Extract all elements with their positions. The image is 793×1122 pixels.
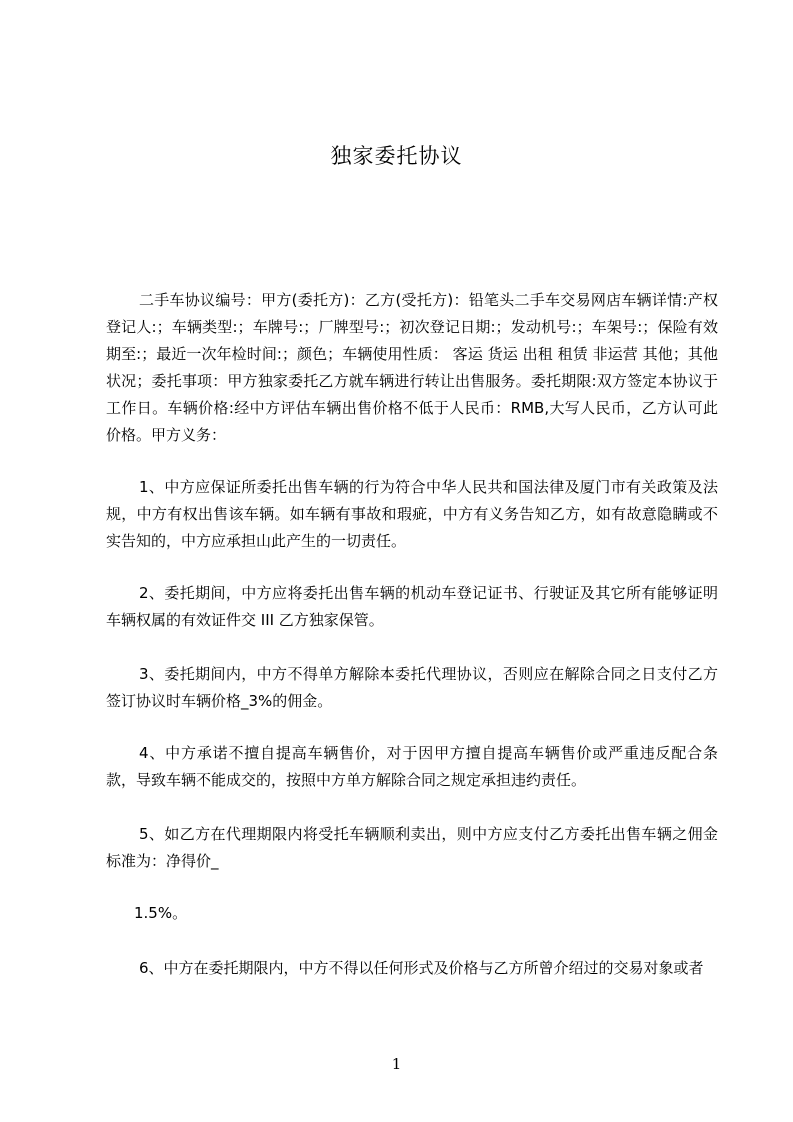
clause-3: 3、委托期间内，中方不得单方解除本委托代理协议，否则应在解除合同之日支付乙方签订协议时车辆价格_3%的佣金。 [106,665,718,710]
page-number: 1 [391,1055,402,1073]
clause-5: 5、如乙方在代理期限内将受托车辆顺利卖出，则中方应支付乙方委托出售车辆之佣金标准为：净得价_ [106,825,718,870]
intro-paragraph: 二手车协议编号：甲方(委托方)：乙方(受托方)：铅笔头二手车交易网店车辆详情:产权登记人:；车辆类型:；车牌号:；厂牌型号:；初次登记日期:；发动机号:；车架号:；保险有效期至:；最近一次年检时间:；颜色；车辆使用性质： 客运 货运 出租 租赁 非运营 其他；其他状况；委托事项：甲方独家委托乙方就车辆进行转让出售服务。委托期限:双方签定本协议于工作日。车辆价格:经中方评估车辆出售价格不低于人民币：RMB,大写人民币，乙方认可此价格。甲方义务： [106,291,718,444]
clause-2: 2、委托期间，中方应将委托出售车辆的机动车登记证书、行驶证及其它所有能够证明车辆权属的有效证件交 III 乙方独家保管。 [106,584,718,629]
clause-1: 1、中方应保证所委托出售车辆的行为符合中华人民共和国法律及厦门市有关政策及法规，中方有权出售该车辆。如车辆有事故和瑕疵，中方有义务告知乙方，如有故意隐瞒或不实告知的，中方应承担山此产生的一切责任。 [106,478,718,550]
clause-6: 6、中方在委托期限内，中方不得以任何形式及价格与乙方所曾介绍过的交易对象或者 [139,959,704,977]
document-title: 独家委托协议 [330,144,463,168]
clause-4: 4、中方承诺不擅自提高车辆售价，对于因甲方擅自提高车辆售价或严重违反配合条款，导致车辆不能成交的，按照中方单方解除合同之规定承担违约责任。 [106,744,718,789]
clause-5-rate: 1.5%。 [134,904,188,922]
